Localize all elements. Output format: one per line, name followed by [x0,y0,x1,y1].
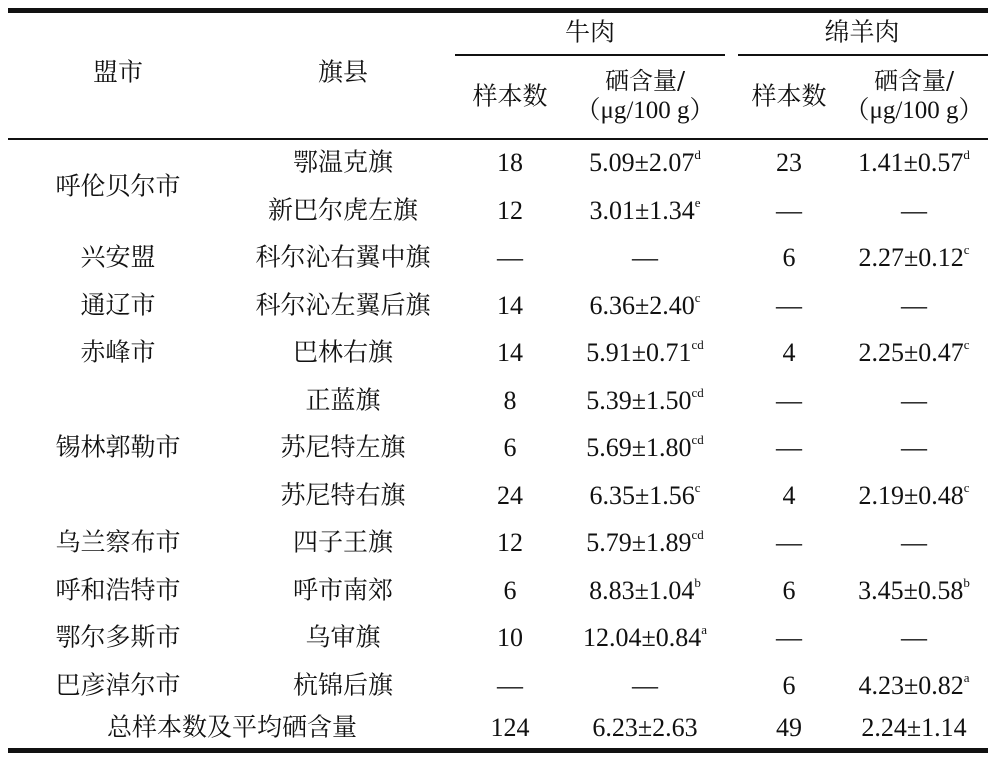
beef-sample-count: 18 [497,148,523,178]
mutton-se-content: — [901,290,927,320]
mutton-se-content: — [901,623,927,653]
county-name: 正蓝旗 [305,385,381,415]
beef-sample-count: 8 [503,385,517,415]
beef-se-content-significance-letter: e [694,194,701,210]
mutton-sample-count: 6 [782,670,796,700]
header-mutton-se-line2: （μg/100 g） [844,97,984,125]
county-name: 苏尼特右旗 [280,480,406,510]
header-beef: 牛肉 [564,17,616,47]
mutton-se-content-value: 2.27±0.12 [858,243,964,273]
bottom-rule [8,748,988,753]
beef-se-content [589,576,701,606]
mutton-header-rule [738,54,988,56]
beef-se-content-value: 6.35±1.56 [589,480,695,510]
mutton-sample-count: 6 [782,575,796,605]
mutton-se-content-significance-letter: d [963,147,970,163]
county-name: 乌审旗 [305,622,381,652]
beef-se-content-value: 6.36±2.40 [589,290,695,320]
league-city-name: 锡林郭勒市 [55,432,181,462]
header-county: 旗县 [317,57,369,87]
mutton-sample-count: — [776,195,802,225]
beef-se-content [586,338,704,368]
league-city-name: 呼和浩特市 [55,575,181,605]
county-name: 科尔沁左翼后旗 [255,290,431,320]
mutton-se-content: — [901,385,927,415]
beef-sample-count: 14 [497,290,523,320]
beef-se-content-value: 5.91±0.71 [586,338,692,368]
beef-sample-count: — [497,243,523,273]
mutton-sample-count: — [776,528,802,558]
county-name: 杭锦后旗 [292,670,394,700]
beef-se-content [586,386,704,416]
beef-se-content-value: 5.79±1.89 [586,528,692,558]
header-league-city: 盟市 [92,57,144,87]
mutton-se-content-value: 4.23±0.82 [858,670,964,700]
mutton-se-content-significance-letter: c [963,242,970,258]
beef-se-content [589,196,700,226]
mutton-se-content: — [901,433,927,463]
league-city-name: 赤峰市 [80,337,156,367]
beef-se-content [589,481,700,511]
total-beef-sample-count: 124 [490,713,530,743]
league-city-name: 兴安盟 [80,242,156,272]
header-bottom-rule [8,138,988,140]
top-rule [8,8,988,13]
beef-se-content-significance-letter: cd [691,527,704,543]
league-city-name: 巴彦淖尔市 [55,670,181,700]
beef-se-content-significance-letter: cd [691,384,704,400]
mutton-sample-count: — [776,623,802,653]
mutton-sample-count: 4 [782,338,796,368]
total-beef-se: 6.23±2.63 [592,713,698,743]
beef-se-content-value: 5.09±2.07 [589,148,695,178]
mutton-sample-count: 4 [782,480,796,510]
mutton-se-content [858,576,970,606]
mutton-sample-count: — [776,385,802,415]
beef-se-content-significance-letter: cd [691,337,704,353]
mutton-se-content [858,243,969,273]
header-mutton: 绵羊肉 [824,17,900,47]
total-mutton-sample-count: 49 [776,713,802,743]
header-mutton-se-content [844,67,983,127]
mutton-se-content-value: 2.19±0.48 [858,480,964,510]
header-beef-sample-count: 样本数 [472,81,548,111]
county-name: 科尔沁右翼中旗 [255,242,431,272]
county-name: 苏尼特左旗 [280,432,406,462]
beef-sample-count: 6 [503,575,517,605]
county-name: 鄂温克旗 [292,147,394,177]
beef-sample-count: 12 [497,195,523,225]
mutton-sample-count: 6 [782,243,796,273]
league-city-name: 呼伦贝尔市 [55,171,181,201]
mutton-se-content-value: 2.25±0.47 [858,338,964,368]
beef-se-content-value: 12.04±0.84 [582,623,702,653]
mutton-se-content: — [901,195,927,225]
beef-header-rule [455,54,725,56]
league-city-name: 乌兰察布市 [55,527,181,557]
beef-se-content-value: 3.01±1.34 [589,195,695,225]
beef-se-content-significance-letter: b [694,574,701,590]
county-name: 巴林右旗 [292,337,394,367]
header-beef-se-content [575,67,714,127]
beef-se-content-value: 8.83±1.04 [589,575,695,605]
beef-sample-count: 10 [497,623,523,653]
mutton-se-content [858,148,970,178]
beef-se-content-significance-letter: a [701,622,708,638]
header-mutton-sample-count: 样本数 [751,81,827,111]
mutton-se-content-significance-letter: c [963,337,970,353]
mutton-se-content-value: 1.41±0.57 [858,148,964,178]
beef-se-content-value: 5.39±1.50 [586,385,692,415]
beef-sample-count: 14 [497,338,523,368]
beef-se-content-significance-letter: c [694,289,701,305]
beef-se-content-significance-letter: d [694,147,701,163]
mutton-se-content [858,671,969,701]
beef-sample-count: 24 [497,480,523,510]
beef-sample-count: — [497,670,523,700]
beef-sample-count: 12 [497,528,523,558]
mutton-se-content-significance-letter: b [963,574,970,590]
mutton-se-content-significance-letter: c [963,479,970,495]
total-mutton-se: 2.24±1.14 [861,713,967,743]
county-name: 四子王旗 [292,527,394,557]
beef-se-content [589,291,700,321]
total-label: 总样本数及平均硒含量 [106,712,358,742]
league-city-name: 通辽市 [80,290,156,320]
mutton-sample-count: — [776,433,802,463]
mutton-se-content [858,338,969,368]
beef-se-content: — [632,243,658,273]
beef-se-content-significance-letter: cd [691,432,704,448]
mutton-se-content-significance-letter: a [963,669,970,685]
beef-se-content [583,623,707,653]
county-name: 呼市南郊 [292,575,394,605]
mutton-se-content [858,481,969,511]
header-mutton-se-line1: 硒含量/ [873,67,955,96]
league-city-name: 鄂尔多斯市 [55,622,181,652]
mutton-se-content: — [901,528,927,558]
header-beef-se-line1: 硒含量/ [604,67,686,96]
beef-se-content-value: 5.69±1.80 [586,433,692,463]
county-name: 新巴尔虎左旗 [267,195,419,225]
beef-se-content [589,148,701,178]
beef-se-content [586,433,704,463]
beef-se-content: — [632,670,658,700]
beef-se-content [586,528,704,558]
beef-se-content-significance-letter: c [694,479,701,495]
beef-sample-count: 6 [503,433,517,463]
mutton-sample-count: — [776,290,802,320]
mutton-sample-count: 23 [776,148,802,178]
mutton-se-content-value: 3.45±0.58 [858,575,964,605]
header-beef-se-line2: （μg/100 g） [575,97,715,125]
